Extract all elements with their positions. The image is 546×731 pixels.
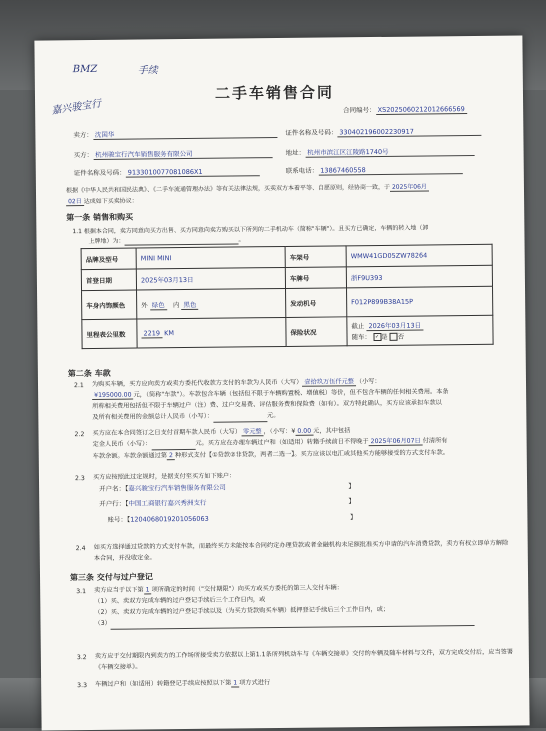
clause-3-1: 卖方应当于以下第 1 项所确定的时间（"交付期限"）向买方或买方委托的第三人交付车辆： （1）买、卖双方完成车辆的过户登记手续后三个工作日内，或 （2）买、卖双方完成车辆的过户登记手续以及（为买方贷款购买车辆）抵押登记手续后三个工作日内，或； （3）: [94, 581, 514, 630]
engine-label: 发动机号: [286, 288, 347, 318]
vin-label: 车架号: [285, 246, 346, 268]
clause-1-1: 1.1 根据本合同，卖方同意向买方出售、买方同意向卖方购买以下所列的二手机动车（简称"车辆"）。且买方已确定，车辆的转入地（卸: [72, 224, 429, 236]
contract-number: 合同编号： XS2025060212012666569: [343, 104, 467, 114]
handwritten-note: 手续: [137, 65, 158, 77]
clause-2-2: 买方应在本合同签订之日支付首期车款人民币（大写） 零元整 ，（小写：¥ 0.00 元，其中包括 定金人民币（小写）： 元。买方应在办理车辆过户和（如适用）转籍手续前日不得晚于 2025年06月07日 付清所有 车款余额。车款余额通过第 2 种形式支付【①贷款②非贷款，两者二选一】。买方应该以电汇或其他买方能够接受的方式支付车款。: [92, 427, 450, 460]
intro-line: 根据《中华人民共和国民法典》、《二手车流通管理办法》等有关法律法规，买卖双方本着平等、自愿原则，经协商一致，于 2025年06月: [66, 181, 429, 194]
clause-2-3: 买方应按照此过定规时，是据支付至买方如下账户：: [92, 472, 236, 481]
clause-number: 3.3: [77, 682, 88, 690]
clause-number: 2.4: [75, 545, 86, 553]
checkbox-yes[interactable]: ✓: [374, 333, 380, 341]
clause-1-1-cont: 上牌地）为： 。: [88, 236, 245, 246]
account-name-row: 开户名：【嘉兴骏宝行汽车销售服务有限公司 】: [99, 482, 355, 493]
clause-number: 2.3: [74, 475, 85, 483]
article-2-heading: 第二条 车款: [67, 368, 111, 379]
handwritten-note: BMZ: [72, 63, 98, 76]
buyer-id-row: 证件名称及号码： 913301007708108​6X1: [74, 166, 260, 178]
page-title: 二手车销售合同: [214, 83, 335, 103]
clause-2-1: 为购买车辆，买方应向卖方或卖方委托代收款方支付的车款为人民币（大写） 壹拾玖万伍仟元整 （小写： ¥195000.00 元，（简称"车款"）。车款包含车辆（包括但不限于车辆购置税、增值税）等价，但不包含车辆的任何相关费用。本条 所称相关费用包括但不限于车辆过户（注）费、过户交易费、评估服务费和保险费（如有）。双方特此确认，买方应该承担车款以 及所有相关费用的金额总计人民币（小写）： 元。: [91, 377, 449, 421]
contract-page: [34, 35, 529, 730]
color-label: 车身内饰颜色: [82, 290, 137, 320]
clause-2-4: 如买方选择通过贷款的方式支付车款，而最终买方未能按本合同约定办理贷款或者金融机构未足额批准买方申请的汽车消费贷款，卖方有权立即单方解除本合同，并没收定金。: [93, 539, 509, 562]
article-3-heading: 第三条 交付与过户登记: [69, 572, 153, 583]
clause-number: 3.2: [76, 654, 87, 662]
first-registration-label: 首登日期: [81, 269, 136, 291]
plate-label: 车牌号: [285, 267, 346, 289]
intro-line-2: 02日 达成如下买卖协议：: [68, 197, 138, 206]
brand-value: MINI MINI: [136, 246, 285, 269]
color-values: 外 绿色 内 黑色: [137, 288, 286, 319]
clause-number: 2.2: [74, 431, 85, 439]
handwritten-note: 嘉兴骏宝行: [50, 98, 102, 117]
mileage-value: 2219 KM: [137, 317, 286, 348]
account-number-row: 账号：【1204068019201056063 】: [107, 513, 357, 524]
account-bank-row: 开户行：【中国工商银行嘉兴秀洲支行 】: [99, 497, 356, 508]
clause-number: 3.1: [76, 588, 87, 596]
insurance-label: 保险状况: [286, 317, 347, 347]
phone-row: 联系电话： 13867460558: [286, 164, 463, 176]
seller-row: 卖方： 沈国华: [73, 128, 277, 140]
clause-3-2: 卖方应于交付期限内到卖方的工作场所接受卖方依据以上第1.1条所列机动车与《车辆交接单》交付的车辆及随车材料与文件，双方完成交付后，应当签署《车辆交接单》。: [94, 648, 514, 671]
insurance-value: 截止 2026年03月13日 随车： ✓ 是 否: [347, 315, 493, 346]
brand-label: 品牌及型号: [81, 248, 136, 270]
buyer-row: 买方： 杭州骏宝行汽车销售服务有限公司: [74, 148, 273, 160]
article-1-heading: 第一条 销售和购买: [66, 212, 134, 223]
buyer-address-row: 地址： 杭州市滨江区江陵路1740号: [286, 146, 475, 158]
vin-value: WMW41GD05Z​W78264: [346, 244, 492, 267]
first-registration-value: 2025年03月13日: [136, 267, 285, 290]
engine-value: F012P899B38A15P: [347, 286, 493, 317]
clause-3-3: 车辆过户和（如适用）转籍登记手续应按照以下第 1 项方式进行: [95, 679, 271, 688]
vehicle-info-table: [81, 244, 494, 349]
plate-value: 浙F9U393: [346, 265, 492, 288]
clause-number: 2.1: [73, 382, 84, 390]
seller-id-row: 证件名称及号码： 330402196002230917: [285, 126, 481, 138]
mileage-label: 里程表公里数: [82, 319, 137, 349]
